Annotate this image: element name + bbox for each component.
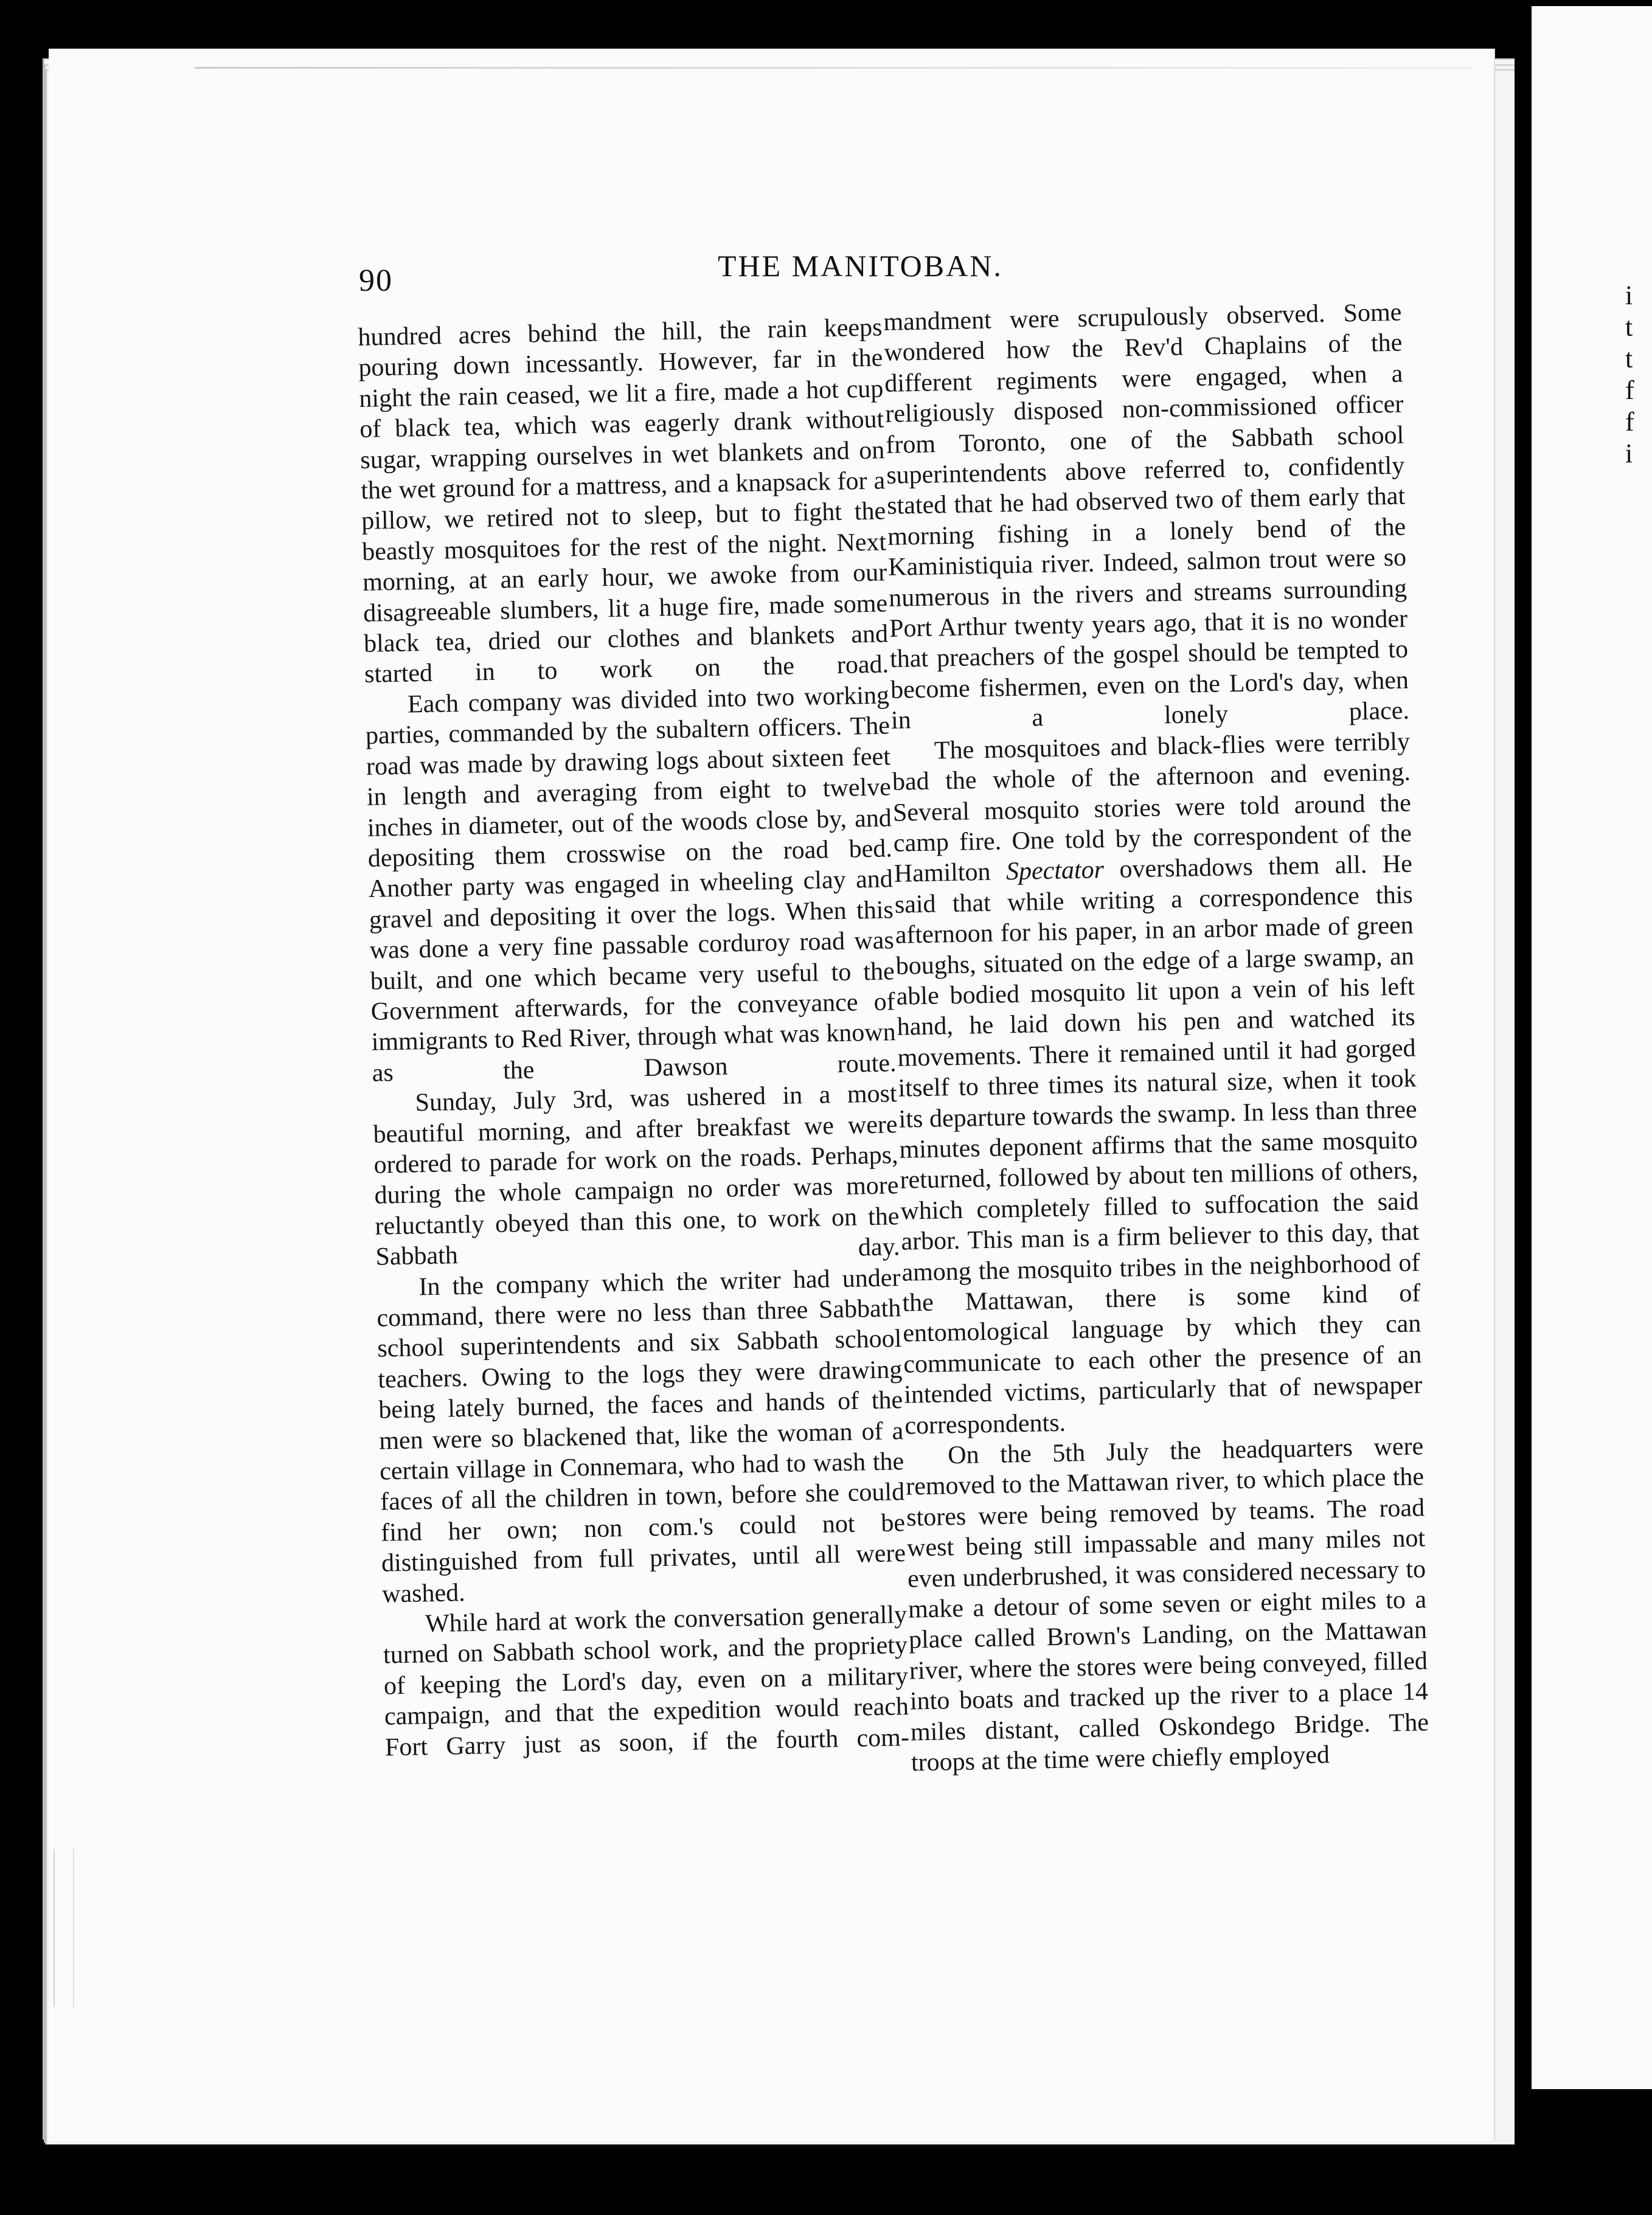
paragraph-text: overshadows them all. He said that while writing a correspondence this afternoon for his paper, in an arbor made of green boughs, situated on the edge of a large swamp, an able bodied mosquito lit upon a vein of his left hand, he laid down his pen and watched its movements. There it remained until it had gorged itself to three times its natural size, when it took its departure towards the swamp. In less than three minutes deponent affirms that the same mosquito returned, followed by about ten millions of others, which completely filled to suffocation the said arbor. This man is a firm believer to this day, that among the mosquito tribes in the neighborhood of the Mattawan, there is some kind of entomological language by which they can communicate to each other the presence of an intended victims, particularly that of newspaper correspondents. xyxy=(894,850,1423,1440)
paragraph: Sunday, July 3rd, was ushered in a most beautiful morning, and after breakfast we were ordered to parade for work on the roads. Perhaps, during the whole campaign no order was more reluctantly obeyed than this one, to work on the Sabbath day. xyxy=(373,1080,900,1271)
right-text-column xyxy=(883,297,1429,1778)
fragment-letter: f xyxy=(1625,407,1634,437)
paragraph-text: The mosquitoes and black-flies were terribly bad the whole of the afternoon and evening. Several mosquito stories were told around the camp fire. One told by the correspondent of the Hamilton xyxy=(892,727,1412,889)
fragment-letter: i xyxy=(1625,280,1633,310)
paragraph: hundred acres behind the hill, the rain keeps pouring down incessantly. However, far in the night the rain ceased, we lit a fire, made a hot cup of black tea, which was eagerly drank without sugar, wrapping ourselves in wet blankets and on the wet ground for a mattress, and a knapsack for a pillow, we retired not to sleep, but to fight the beastly mosquitoes for the rest of the night. Next morning, at an early hour, we awoke from our disagreeable slumbers, lit a huge fire, made some black tea, dried our clothes and blankets and started in to work on the road. xyxy=(358,313,889,689)
running-head: THE MANITOBAN. xyxy=(718,249,1003,283)
fragment-letter: t xyxy=(1625,344,1633,373)
facing-page-text-fragment xyxy=(1625,280,1650,470)
page-number: 90 xyxy=(359,263,393,298)
paragraph: mandment were scrupulously observed. Some wondered how the Rev'd Chaplains of the different regiments were engaged, when a religiously disposed non-commissioned officer from Toronto, one of the Sabbath school superintendents above referred to, confidently stated that he had observed two of them early that morning fishing in a lonely bend of the Kaministiquia river. Indeed, salmon trout were so numerous in the rivers and streams surrounding Port Arthur twenty years ago, that it is no wonder that preachers of the gospel should be tempted to become fishermen, even on the Lord's day, when in a lonely place. xyxy=(883,298,1410,735)
fragment-letter: f xyxy=(1625,375,1634,405)
fragment-letter: i xyxy=(1625,438,1633,468)
fragment-letter: t xyxy=(1625,312,1633,342)
left-text-column xyxy=(358,312,909,1763)
paragraph: Each company was divided into two working parties, commanded by the subaltern officers. The road was made by drawing logs about sixteen feet in length and averaging from eight to twelve inches in diameter, out of the woods close by, and depositing them crosswise on the road bed. Another party was engaged in wheeling clay and gravel and depositing it over the logs. When this was done a very fine passable corduroy road was built, and one which became very useful to the Government afterwards, for the conveyance of immigrants to Red River, through what was known as the Dawson route. xyxy=(365,681,897,1087)
page-edge-marks xyxy=(54,1849,74,2007)
paragraph: On the 5th July the headquarters were removed to the Mattawan river, to which place the stores were being removed by teams. The road west being still impassable and many miles not even underbrushed, it was considered necessary to make a detour of some seven or eight miles to a place called Brown's Landing, on the Mattawan river, where the stores were being conveyed, filled into boats and tracked up the river to a place 14 miles distant, called Oskondego Bridge. The troops at the time were chiefly employed xyxy=(905,1432,1429,1777)
newspaper-title: Spectator xyxy=(1005,856,1105,886)
paragraph: In the company which the writer had under command, there were no less than three Sabbath school superintendents and six Sabbath school teachers. Owing to the logs they were drawing being lately burned, the faces and hands of the men were so blackened that, like the woman of a certain village in Connemara, who had to wash the faces of all the children in town, before she could find her own; non com.'s could not be distinguished from full privates, until all were washed. xyxy=(377,1263,906,1609)
paragraph xyxy=(892,726,1423,1441)
paragraph: While hard at work the conversation generally turned on Sabbath school work, and the propriety of keeping the Lord's day, even on a military campaign, and that the expedition would reach Fort Garry just as soon, if the fourth com- xyxy=(383,1601,910,1762)
